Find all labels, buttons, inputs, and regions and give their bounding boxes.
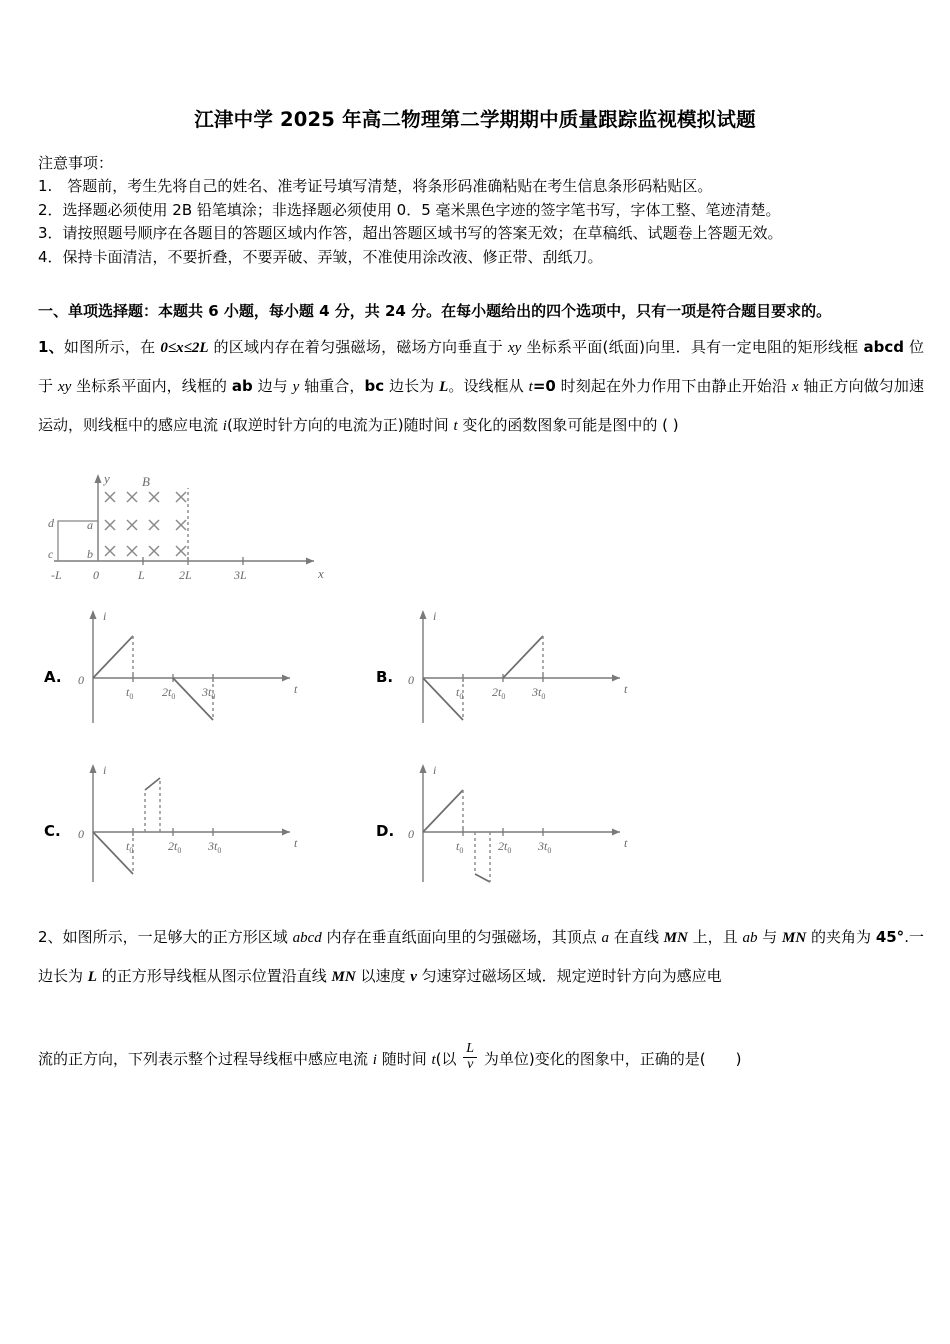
option-b-tick-2t0: $2t_0$ bbox=[492, 685, 506, 701]
option-b-rising-segment bbox=[503, 636, 543, 678]
q1-t1: 如图所示，在 bbox=[63, 338, 161, 356]
q2-t4: 上，且 bbox=[687, 928, 743, 946]
option-a-x-label: t bbox=[294, 682, 298, 696]
option-a-rising-segment bbox=[93, 636, 133, 678]
field-diagram-svg bbox=[46, 466, 336, 588]
xtick-neg-L: -L bbox=[51, 568, 62, 582]
q1-t-var2: t bbox=[453, 418, 458, 434]
xtick-3L: 3L bbox=[234, 568, 247, 582]
option-d-origin: 0 bbox=[408, 827, 414, 841]
option-d-pulse-bottom bbox=[475, 874, 490, 882]
q2-i: i bbox=[372, 1052, 377, 1068]
x-axis-label: x bbox=[318, 566, 324, 581]
q2-L: L bbox=[87, 969, 97, 985]
option-a-label: A. bbox=[44, 668, 62, 686]
option-b-svg bbox=[370, 598, 670, 728]
option-b-label: B. bbox=[376, 668, 394, 686]
q1-abcd: abcd bbox=[863, 338, 904, 356]
option-c-svg bbox=[40, 752, 340, 888]
notice-item-2: 2．选择题必须使用 2B 铅笔填涂；非选择题必须使用 0．5 毫米黑色字迹的签字笔书写，字体工整、笔迹清楚。 bbox=[38, 200, 781, 219]
option-c-origin: 0 bbox=[78, 827, 84, 841]
q1-number: 1、 bbox=[38, 338, 64, 356]
q1-bc: bc bbox=[364, 377, 385, 395]
q2-MN2: MN bbox=[782, 930, 807, 946]
magnetic-field-region-diagram bbox=[46, 466, 336, 588]
q2-t9: 以速度 bbox=[355, 967, 411, 985]
q1-t11: 轴正方向做匀加速运动，则线框中的感应电流 bbox=[38, 377, 924, 434]
q2-number: 2、 bbox=[38, 928, 63, 946]
option-c-tick-3t0: $3t_0$ bbox=[208, 839, 222, 855]
y-axis-label: y bbox=[104, 471, 110, 486]
q1-L: L bbox=[439, 379, 449, 395]
q1-t3: 坐标系平面(纸面)向里．具有一定电阻的矩形线框 bbox=[521, 338, 864, 356]
q1-t6: 边与 bbox=[252, 377, 293, 395]
q1-xy2: xy bbox=[57, 379, 72, 395]
option-c-tick-2t0: $2t_0$ bbox=[168, 839, 182, 855]
q2-t8: 的正方形导线框从图示位置沿直线 bbox=[96, 967, 332, 985]
q2-MN1: MN bbox=[663, 930, 688, 946]
option-a-origin: 0 bbox=[78, 673, 84, 687]
q2-v: v bbox=[410, 969, 417, 985]
q1-t4: 位于 bbox=[38, 338, 925, 395]
option-a-svg bbox=[40, 598, 340, 728]
vertex-c: c bbox=[48, 547, 54, 561]
q1-ab: ab bbox=[231, 377, 253, 395]
option-c-tick-t0: $t_0$ bbox=[126, 839, 134, 855]
option-d-svg bbox=[370, 752, 670, 888]
q2-t7: .一边长为 bbox=[38, 928, 924, 985]
option-d-label: D. bbox=[376, 822, 395, 840]
question-2-text-line2 bbox=[38, 1040, 924, 1079]
q2-t1: 如图所示，一足够大的正方形区域 bbox=[62, 928, 293, 946]
option-b-x-label: t bbox=[624, 682, 628, 696]
vertex-a: a bbox=[87, 518, 93, 532]
section-heading: 一、单项选择题：本题共 6 小题，每小题 4 分，共 24 分。在每小题给出的四个选项中，只有一项是符合题目要求的。 bbox=[38, 302, 832, 320]
option-d-rising-segment bbox=[423, 790, 463, 832]
q1-t8: 边长为 bbox=[384, 377, 440, 395]
x-axis-arrow bbox=[306, 558, 314, 565]
xtick-0: 0 bbox=[93, 568, 99, 582]
option-c-pulse-top bbox=[145, 778, 160, 790]
fraction-denominator: v bbox=[463, 1057, 477, 1073]
q2-angle: 45° bbox=[875, 928, 905, 946]
q2-a: a bbox=[601, 930, 610, 946]
question-1-text bbox=[38, 328, 924, 445]
option-b-tick-3t0: $3t_0$ bbox=[532, 685, 546, 701]
q1-range: 0≤x≤2L bbox=[160, 340, 209, 356]
q1-t12: (取逆时针方向的电流为正)随时间 bbox=[226, 416, 454, 434]
option-d-tick-2t0: $2t_0$ bbox=[498, 839, 512, 855]
q2-ab: ab bbox=[742, 930, 758, 946]
q2-t6: 的夹角为 bbox=[806, 928, 876, 946]
q1-t13: 变化的函数图象可能是图中的 ( ) bbox=[457, 416, 679, 434]
q1-xaxis: x bbox=[791, 379, 799, 395]
q1-eq0: =0 bbox=[532, 377, 556, 395]
q2-l2p3: (以 bbox=[435, 1050, 462, 1068]
fraction-numerator: L bbox=[466, 1041, 475, 1057]
q1-t10: 时刻起在外力作用下由静止开始沿 bbox=[555, 377, 792, 395]
option-a-tick-3t0: $3t_0$ bbox=[202, 685, 216, 701]
option-c-y-label: i bbox=[103, 763, 107, 777]
option-d-graph bbox=[370, 752, 670, 888]
q1-t2: 的区域内存在着匀强磁场，磁场方向垂直于 bbox=[208, 338, 509, 356]
q2-t3: 在直线 bbox=[609, 928, 664, 946]
xtick-2L: 2L bbox=[179, 568, 192, 582]
q1-i: i bbox=[222, 418, 227, 434]
notice-item-1: 1. 答题前，考生先将自己的姓名、准考证号填写清楚，将条形码准确粘贴在考生信息条形码粘贴区。 bbox=[38, 177, 713, 195]
option-a-graph bbox=[40, 598, 340, 728]
option-d-y-label: i bbox=[433, 763, 437, 777]
option-c-graph bbox=[40, 752, 340, 888]
q2-l2p4: 为单位)变化的图象中，正确的是( ) bbox=[479, 1050, 742, 1068]
xtick-L: L bbox=[138, 568, 145, 582]
q2-l2p1: 流的正方向，下列表示整个过程导线框中感应电流 bbox=[38, 1050, 373, 1068]
q2-t2: 内存在垂直纸面向里的匀强磁场，其顶点 bbox=[321, 928, 602, 946]
option-d-tick-t0: $t_0$ bbox=[456, 839, 464, 855]
notice-heading: 注意事项： bbox=[38, 154, 114, 172]
vertex-b: b bbox=[87, 547, 93, 561]
vertex-d: d bbox=[48, 516, 54, 530]
field-label-B: B bbox=[142, 474, 150, 489]
question-2-text bbox=[38, 918, 924, 996]
option-b-origin: 0 bbox=[408, 673, 414, 687]
y-axis-arrow bbox=[95, 474, 102, 483]
option-b-graph bbox=[370, 598, 670, 728]
option-d-tick-3t0: $3t_0$ bbox=[538, 839, 552, 855]
field-cross-symbols bbox=[105, 492, 186, 556]
q1-t9: 。设线框从 bbox=[448, 377, 529, 395]
option-a-y-label: i bbox=[103, 609, 107, 623]
notice-item-4: 4．保持卡面清洁，不要折叠，不要弄破、弄皱，不准使用涂改液、修正带、刮纸刀。 bbox=[38, 247, 603, 266]
option-a-tick-t0: $t_0$ bbox=[126, 685, 134, 701]
option-b-y-label: i bbox=[433, 609, 437, 623]
q2-t5: 与 bbox=[757, 928, 783, 946]
option-b-tick-t0: $t_0$ bbox=[456, 685, 464, 701]
q2-t-var: t bbox=[431, 1052, 436, 1068]
fraction-L-over-v bbox=[463, 1042, 477, 1072]
page-title: 江津中学 2025 年高二物理第二学期期中质量跟踪监视模拟试题 bbox=[194, 108, 756, 131]
q2-MN3: MN bbox=[331, 969, 356, 985]
q2-abcd: abcd bbox=[292, 930, 322, 946]
option-a-tick-2t0: $2t_0$ bbox=[162, 685, 176, 701]
q2-l2p2: 随时间 bbox=[376, 1050, 432, 1068]
q1-t7: 轴重合， bbox=[299, 377, 365, 395]
q2-t10: 匀速穿过磁场区域．规定逆时针方向为感应电 bbox=[416, 967, 722, 985]
q1-t-var: t bbox=[528, 379, 533, 395]
q1-t5: 坐标系平面内，线框的 bbox=[71, 377, 232, 395]
q1-xy1: xy bbox=[508, 340, 522, 356]
notice-item-3: 3．请按照题号顺序在各题目的答题区域内作答，超出答题区域书写的答案无效；在草稿纸、试题卷上答题无效。 bbox=[38, 224, 783, 242]
q1-yaxis: y bbox=[292, 379, 300, 395]
option-c-label: C. bbox=[44, 822, 61, 840]
option-d-x-label: t bbox=[624, 836, 628, 850]
option-c-x-label: t bbox=[294, 836, 298, 850]
notice-block bbox=[38, 152, 914, 269]
